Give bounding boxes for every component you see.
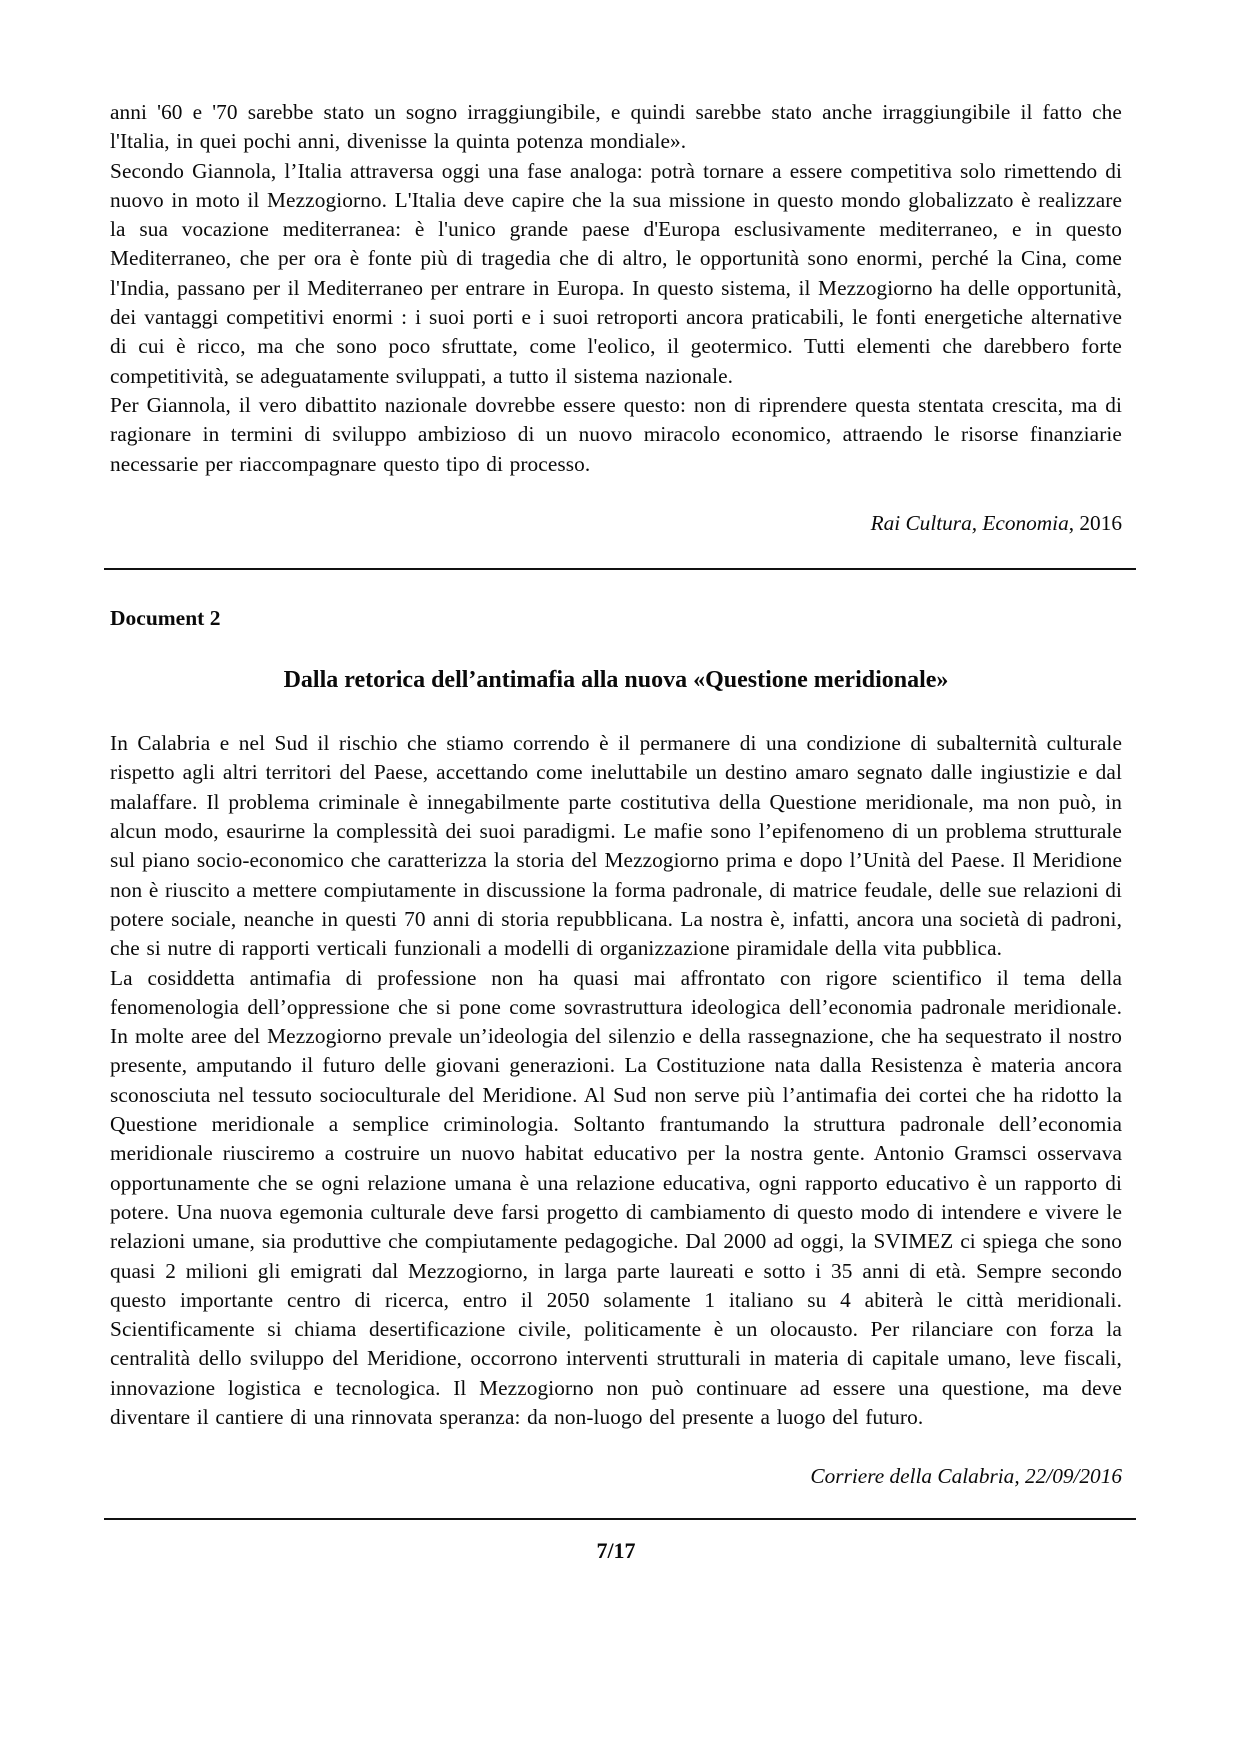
doc2-paragraph-1: In Calabria e nel Sud il rischio che stiamo correndo è il permanere di una condizione di subalternità culturale rispetto agli altri territori del Paese, accettando come ineluttabile un destino amaro segnato dalle ingiustizie e dal malaffare. Il problema criminale è innegabilmente parte costitutiva della Questione meridionale, ma non può, in alcun modo, esaurirne la complessità dei suoi paradigmi. Le mafie sono l’epifenomeno di un problema strutturale sul piano socio-economico che caratterizza la storia del Mezzogiorno prima e dopo l’Unità del Paese. Il Meridione non è riuscito a mettere compiutamente in discussione la forma padronale, di matrice feudale, delle sue relazioni di potere sociale, neanche in questi 70 anni di storia repubblicana. La nostra è, infatti, ancora una società di padroni, che si nutre di rapporti verticali funzionali a modelli di organizzazione piramidale della vita pubblica. [110, 731, 1122, 961]
doc1-source-attribution [110, 509, 1122, 538]
doc2-source-name: Corriere della Calabria [810, 1464, 1015, 1489]
section-divider-line [104, 568, 1136, 570]
document-1-section [110, 98, 1122, 538]
doc1-source-name: Rai Cultura, Economia [870, 510, 1069, 535]
doc1-paragraph-giannola-analysis: Secondo Giannola, l’Italia attraversa oggi una fase analoga: potrà tornare a essere competitiva solo rimettendo di nuovo in moto il Mezzogiorno. L'Italia deve capire che la sua missione in questo mondo globalizzato è realizzare la sua vocazione mediterranea: è l'unico grande paese d'Europa esclusivamente mediterraneo, e in questo Mediterraneo, che per ora è fonte più di tragedia che di altro, le opportunità sono enormi, perché la Cina, come l'India, passano per il Mediterraneo per entrare in Europa. In questo sistema, il Mezzogiorno ha delle opportunità, dei vantaggi competitivi enormi : i suoi porti e i suoi retroporti ancora praticabili, le fonti energetiche alternative di cui è ricco, ma che sono poco sfruttate, come l'eolico, il geotermico. Tutti elementi che darebbero forte competitività, se adeguatamente sviluppati, a tutto il sistema nazionale. [110, 158, 1122, 388]
doc1-paragraph-continuation: anni '60 e '70 sarebbe stato un sogno irraggiungibile, e quindi sarebbe stato anche irraggiungibile il fatto che l'Italia, in quei pochi anni, divenisse la quinta potenza mondiale». [110, 100, 1122, 154]
doc2-paragraph-2: La cosiddetta antimafia di professione non ha quasi mai affrontato con rigore scientifico il tema della fenomenologia dell’oppressione che si pone come sovrastruttura ideologica dell’economia padronale meridionale. In molte aree del Mezzogiorno prevale un’ideologia del silenzio e della rassegnazione, che ha sequestrato il nostro presente, amputando il futuro delle giovani generazioni. La Costituzione nata dalla Resistenza è materia ancora sconosciuta nel tessuto socioculturale del Meridione. Al Sud non serve più l’antimafia dei cortei che ha ridotto la Questione meridionale a semplice criminologia. Soltanto frantumando la struttura padronale dell’economia meridionale riusciremo a costruire un nuovo habitat educativo per la nostra gente. Antonio Gramsci osservava opportunamente che se ogni relazione umana è una relazione educativa, ogni rapporto educativo è un rapporto di potere. Una nuova egemonia culturale deve farsi progetto di cambiamento di questo modo di intendere e vivere le relazioni umane, sia produttive che compiutamente pedagogiche. Dal 2000 ad oggi, la SVIMEZ ci spiega che sono quasi 2 milioni gli emigrati dal Mezzogiorno, in larga parte laureati e sotto i 35 anni di età. Sempre secondo questo importante centro di ricerca, entro il 2050 solamente 1 italiano su 4 abiterà le città meridionali. Scientificamente si chiama desertificazione civile, politicamente è un olocausto. Per rilanciare con forza la centralità dello sviluppo del Meridione, occorrono interventi strutturali in materia di capitale umano, leve fiscali, innovazione logistica e tecnologica. Il Mezzogiorno non può continuare ad essere una questione, ma deve diventare il cantiere di una rinnovata speranza: da non-luogo del presente a luogo del futuro. [110, 965, 1122, 1429]
doc2-source-attribution [110, 1462, 1122, 1491]
doc2-source-date: , 22/09/2016 [1014, 1464, 1122, 1489]
footer-divider-line [104, 1518, 1136, 1520]
document-2-section [110, 604, 1122, 1491]
page-footer [110, 1518, 1122, 1565]
document-2-label: Document 2 [110, 606, 221, 631]
doc1-paragraph-conclusion: Per Giannola, il vero dibattito nazionale dovrebbe essere questo: non di riprendere questa stentata crescita, ma di ragionare in termini di sviluppo ambizioso di un nuovo miracolo economico, attraendo le risorse finanziarie necessarie per riaccompagnare questo tipo di processo. [110, 392, 1122, 476]
doc1-source-year: , 2016 [1068, 510, 1122, 535]
page-number: 7/17 [596, 1537, 636, 1563]
document-2-title: Dalla retorica dell’antimafia alla nuova «Questione meridionale» [283, 667, 949, 694]
